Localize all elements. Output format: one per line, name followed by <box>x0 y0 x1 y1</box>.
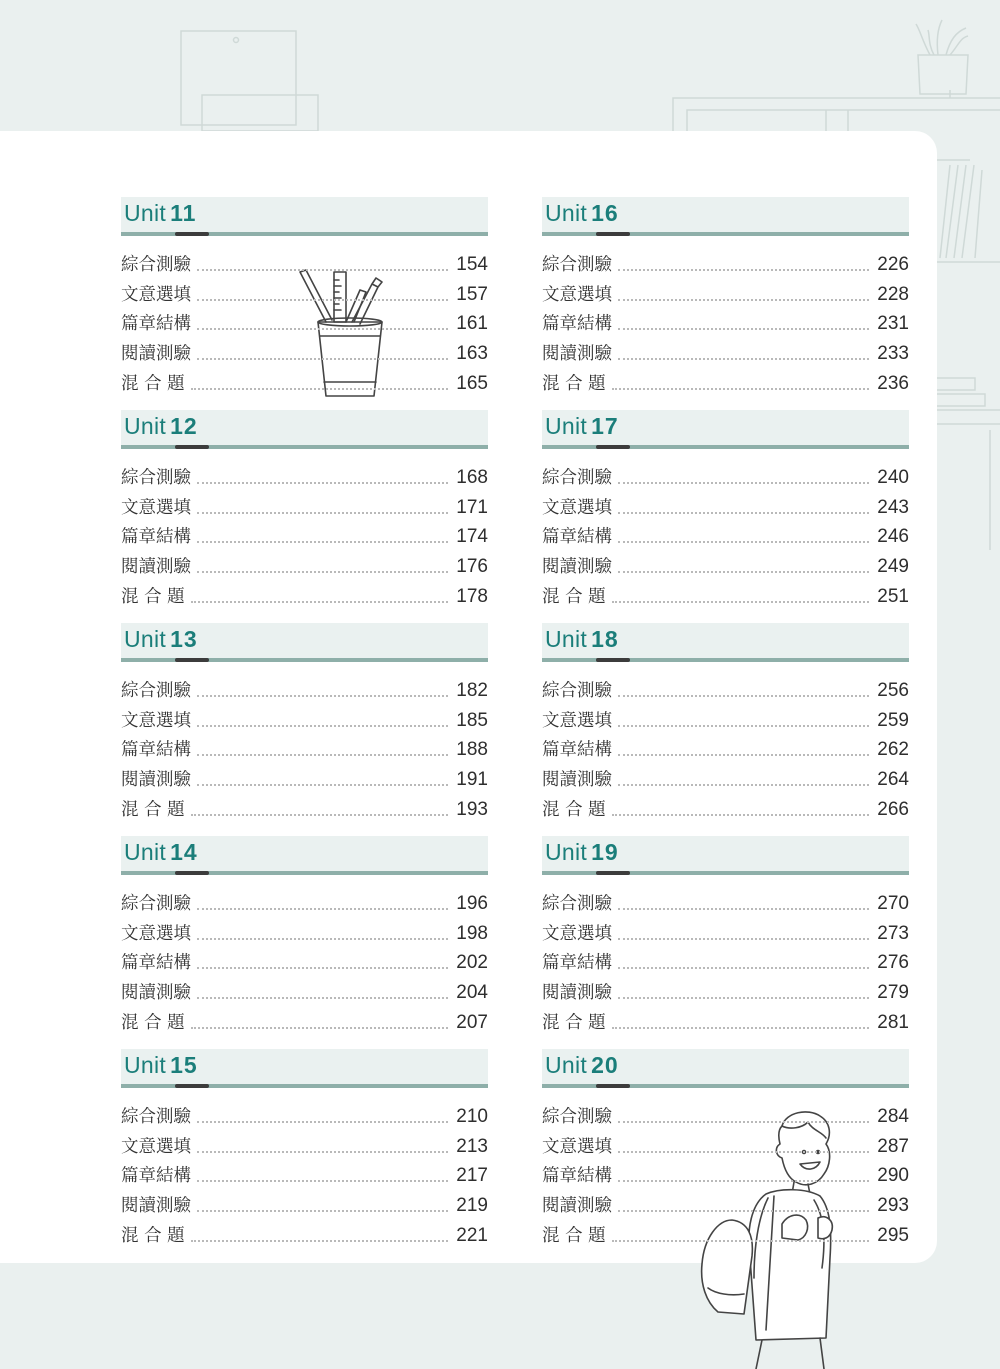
entry-label: 閱讀測驗 <box>542 1196 612 1217</box>
entry-label: 綜合測驗 <box>121 254 191 275</box>
entry-label: 篇章結構 <box>121 740 191 761</box>
toc-entry[interactable] <box>542 915 909 945</box>
unit-item-list <box>121 672 488 821</box>
toc-entry[interactable] <box>542 791 909 821</box>
toc-entry[interactable] <box>542 489 909 519</box>
unit-item-list <box>121 885 488 1034</box>
entry-page-number: 174 <box>456 526 488 548</box>
unit-title <box>124 413 198 440</box>
toc-entry[interactable] <box>542 335 909 365</box>
dot-leader <box>618 1121 869 1123</box>
unit-title <box>124 200 196 227</box>
entry-page-number: 262 <box>877 739 909 761</box>
entry-label: 篇章結構 <box>121 953 191 974</box>
entry-page-number: 202 <box>456 952 488 974</box>
dot-leader <box>618 541 869 543</box>
dot-leader <box>612 814 869 816</box>
dot-leader <box>197 1151 448 1153</box>
unit-title <box>545 839 619 866</box>
unit-title <box>124 626 198 653</box>
toc-entry[interactable] <box>121 489 488 519</box>
entry-label: 文意選填 <box>542 923 612 944</box>
toc-entry[interactable] <box>121 1128 488 1158</box>
entry-page-number: 281 <box>877 1011 909 1033</box>
entry-page-number: 236 <box>877 372 909 394</box>
toc-entry[interactable] <box>121 1217 488 1247</box>
dot-leader <box>618 695 869 697</box>
toc-entry[interactable] <box>542 306 909 336</box>
unit-item-list <box>542 1098 909 1247</box>
toc-entry[interactable] <box>121 945 488 975</box>
dot-leader <box>191 814 448 816</box>
dot-leader <box>197 358 448 360</box>
unit-heading <box>542 836 909 875</box>
entry-page-number: 207 <box>456 1011 488 1033</box>
toc-entry[interactable] <box>121 1158 488 1188</box>
entry-label: 文意選填 <box>121 923 191 944</box>
entry-page-number: 221 <box>456 1224 488 1246</box>
entry-label: 閱讀測驗 <box>121 344 191 365</box>
entry-page-number: 171 <box>456 496 488 518</box>
dot-leader <box>618 1180 869 1182</box>
entry-page-number: 193 <box>456 798 488 820</box>
toc-entry[interactable] <box>121 276 488 306</box>
unit-section <box>121 836 488 1049</box>
dot-leader <box>618 1210 869 1212</box>
dot-leader <box>197 967 448 969</box>
unit-section <box>121 623 488 836</box>
unit-heading <box>121 623 488 662</box>
dot-leader <box>618 482 869 484</box>
unit-number: 13 <box>170 626 198 652</box>
unit-number: 18 <box>591 626 619 652</box>
entry-label: 混 合 題 <box>121 373 185 394</box>
unit-word: Unit <box>545 626 588 652</box>
unit-section <box>121 197 488 410</box>
toc-entry[interactable] <box>542 732 909 762</box>
entry-page-number: 233 <box>877 343 909 365</box>
unit-word: Unit <box>545 413 588 439</box>
entry-page-number: 182 <box>456 679 488 701</box>
entry-page-number: 284 <box>877 1105 909 1127</box>
toc-entry[interactable] <box>542 702 909 732</box>
entry-page-number: 259 <box>877 709 909 731</box>
heading-marker <box>175 658 209 662</box>
entry-label: 文意選填 <box>542 710 612 731</box>
entry-page-number: 256 <box>877 679 909 701</box>
unit-section <box>542 1049 909 1262</box>
entry-label: 混 合 題 <box>121 586 185 607</box>
heading-marker <box>596 1084 630 1088</box>
toc-entry[interactable] <box>121 672 488 702</box>
toc-entry[interactable] <box>121 885 488 915</box>
dot-leader <box>618 571 869 573</box>
dot-leader <box>197 754 448 756</box>
toc-entry[interactable] <box>542 519 909 549</box>
unit-title <box>545 200 619 227</box>
toc-entry[interactable] <box>542 578 909 608</box>
entry-label: 文意選填 <box>121 284 191 305</box>
entry-page-number: 290 <box>877 1165 909 1187</box>
entry-label: 混 合 題 <box>121 1012 185 1033</box>
unit-number: 17 <box>591 413 619 439</box>
dot-leader <box>618 908 869 910</box>
unit-word: Unit <box>124 413 167 439</box>
unit-item-list <box>542 459 909 608</box>
entry-label: 閱讀測驗 <box>542 770 612 791</box>
dot-leader <box>618 784 869 786</box>
dot-leader <box>197 784 448 786</box>
unit-number: 12 <box>170 413 198 439</box>
entry-label: 綜合測驗 <box>542 254 612 275</box>
entry-label: 篇章結構 <box>121 1166 191 1187</box>
toc-entry[interactable] <box>121 915 488 945</box>
entry-page-number: 228 <box>877 283 909 305</box>
entry-label: 混 合 題 <box>542 1012 606 1033</box>
unit-section <box>542 197 909 410</box>
heading-marker <box>596 871 630 875</box>
entry-page-number: 188 <box>456 739 488 761</box>
dot-leader <box>618 299 869 301</box>
entry-label: 閱讀測驗 <box>542 557 612 578</box>
dot-leader <box>197 997 448 999</box>
entry-label: 閱讀測驗 <box>121 1196 191 1217</box>
dot-leader <box>197 938 448 940</box>
entry-label: 綜合測驗 <box>121 893 191 914</box>
dot-leader <box>197 482 448 484</box>
dot-leader <box>618 358 869 360</box>
dot-leader <box>612 1240 869 1242</box>
entry-page-number: 249 <box>877 556 909 578</box>
toc-entry[interactable] <box>121 761 488 791</box>
entry-page-number: 178 <box>456 585 488 607</box>
unit-title <box>545 413 619 440</box>
entry-label: 篇章結構 <box>542 1166 612 1187</box>
entry-label: 文意選填 <box>542 1136 612 1157</box>
entry-page-number: 157 <box>456 283 488 305</box>
dot-leader <box>191 601 448 603</box>
entry-page-number: 163 <box>456 343 488 365</box>
entry-page-number: 176 <box>456 556 488 578</box>
dot-leader <box>618 725 869 727</box>
entry-label: 閱讀測驗 <box>542 344 612 365</box>
toc-column-left <box>121 197 488 1262</box>
entry-page-number: 198 <box>456 922 488 944</box>
dot-leader <box>612 601 869 603</box>
dot-leader <box>191 1240 448 1242</box>
dot-leader <box>197 908 448 910</box>
entry-page-number: 270 <box>877 892 909 914</box>
entry-label: 閱讀測驗 <box>121 983 191 1004</box>
entry-page-number: 210 <box>456 1105 488 1127</box>
toc-entry[interactable] <box>121 702 488 732</box>
toc-entry[interactable] <box>542 672 909 702</box>
entry-label: 混 合 題 <box>542 1225 606 1246</box>
dot-leader <box>197 269 448 271</box>
entry-label: 混 合 題 <box>121 799 185 820</box>
unit-heading <box>542 623 909 662</box>
toc-entry[interactable] <box>542 945 909 975</box>
toc-entry[interactable] <box>121 365 488 395</box>
dot-leader <box>197 328 448 330</box>
heading-marker <box>175 232 209 236</box>
entry-label: 綜合測驗 <box>542 1106 612 1127</box>
toc-entry[interactable] <box>121 1004 488 1034</box>
unit-word: Unit <box>545 200 588 226</box>
toc-entry[interactable] <box>542 246 909 276</box>
entry-page-number: 204 <box>456 982 488 1004</box>
unit-heading <box>121 836 488 875</box>
entry-page-number: 191 <box>456 769 488 791</box>
dot-leader <box>197 725 448 727</box>
unit-heading <box>121 197 488 236</box>
entry-label: 文意選填 <box>121 1136 191 1157</box>
entry-page-number: 243 <box>877 496 909 518</box>
unit-item-list <box>121 1098 488 1247</box>
entry-label: 篇章結構 <box>121 314 191 335</box>
unit-number: 15 <box>170 1052 198 1078</box>
unit-heading <box>542 1049 909 1088</box>
entry-page-number: 219 <box>456 1195 488 1217</box>
entry-label: 篇章結構 <box>542 314 612 335</box>
entry-page-number: 287 <box>877 1135 909 1157</box>
entry-page-number: 226 <box>877 253 909 275</box>
toc-entry[interactable] <box>542 276 909 306</box>
toc-entry[interactable] <box>121 732 488 762</box>
unit-number: 19 <box>591 839 619 865</box>
heading-marker <box>596 445 630 449</box>
toc-entry[interactable] <box>121 578 488 608</box>
unit-item-list <box>542 672 909 821</box>
toc-entry[interactable] <box>121 548 488 578</box>
toc-entry[interactable] <box>542 1098 909 1128</box>
heading-marker <box>596 232 630 236</box>
unit-number: 11 <box>170 200 197 226</box>
dot-leader <box>197 571 448 573</box>
dot-leader <box>197 512 448 514</box>
toc-entry[interactable] <box>542 548 909 578</box>
entry-page-number: 279 <box>877 982 909 1004</box>
unit-section <box>542 623 909 836</box>
entry-page-number: 293 <box>877 1195 909 1217</box>
dot-leader <box>197 541 448 543</box>
entry-page-number: 217 <box>456 1165 488 1187</box>
unit-number: 14 <box>170 839 198 865</box>
dot-leader <box>618 997 869 999</box>
unit-word: Unit <box>124 626 167 652</box>
entry-page-number: 213 <box>456 1135 488 1157</box>
entry-page-number: 196 <box>456 892 488 914</box>
dot-leader <box>618 512 869 514</box>
entry-page-number: 168 <box>456 466 488 488</box>
entry-label: 綜合測驗 <box>121 1106 191 1127</box>
unit-heading <box>121 410 488 449</box>
toc-entry[interactable] <box>121 974 488 1004</box>
unit-section <box>542 836 909 1049</box>
dot-leader <box>197 1180 448 1182</box>
entry-page-number: 264 <box>877 769 909 791</box>
entry-label: 篇章結構 <box>542 953 612 974</box>
toc-entry[interactable] <box>121 246 488 276</box>
entry-label: 綜合測驗 <box>542 893 612 914</box>
toc-entry[interactable] <box>121 519 488 549</box>
dot-leader <box>612 1027 869 1029</box>
dot-leader <box>612 388 869 390</box>
dot-leader <box>618 328 869 330</box>
unit-word: Unit <box>545 839 588 865</box>
dot-leader <box>618 754 869 756</box>
dot-leader <box>618 1151 869 1153</box>
entry-label: 篇章結構 <box>121 527 191 548</box>
entry-label: 混 合 題 <box>542 373 606 394</box>
toc-entry[interactable] <box>542 761 909 791</box>
entry-label: 文意選填 <box>121 710 191 731</box>
dot-leader <box>197 299 448 301</box>
unit-word: Unit <box>124 200 167 226</box>
entry-label: 綜合測驗 <box>542 680 612 701</box>
unit-word: Unit <box>545 1052 588 1078</box>
toc-entry[interactable] <box>542 1217 909 1247</box>
entry-label: 混 合 題 <box>121 1225 185 1246</box>
entry-label: 綜合測驗 <box>542 467 612 488</box>
entry-label: 文意選填 <box>542 284 612 305</box>
entry-page-number: 276 <box>877 952 909 974</box>
entry-label: 文意選填 <box>121 497 191 518</box>
entry-page-number: 165 <box>456 372 488 394</box>
unit-number: 20 <box>591 1052 619 1078</box>
entry-label: 篇章結構 <box>542 527 612 548</box>
toc-entry[interactable] <box>542 459 909 489</box>
entry-page-number: 240 <box>877 466 909 488</box>
entry-label: 文意選填 <box>542 497 612 518</box>
toc-entry[interactable] <box>121 791 488 821</box>
entry-label: 混 合 題 <box>542 799 606 820</box>
toc-entry[interactable] <box>542 1158 909 1188</box>
toc-entry[interactable] <box>121 1098 488 1128</box>
unit-number: 16 <box>591 200 619 226</box>
toc-entry[interactable] <box>542 1128 909 1158</box>
dot-leader <box>197 695 448 697</box>
unit-heading <box>121 1049 488 1088</box>
entry-page-number: 266 <box>877 798 909 820</box>
entry-label: 綜合測驗 <box>121 467 191 488</box>
unit-heading <box>542 197 909 236</box>
unit-word: Unit <box>124 1052 167 1078</box>
dot-leader <box>197 1121 448 1123</box>
entry-page-number: 185 <box>456 709 488 731</box>
toc-entry[interactable] <box>542 974 909 1004</box>
dot-leader <box>618 967 869 969</box>
toc-column-right <box>542 197 909 1262</box>
unit-title <box>545 1052 619 1079</box>
dot-leader <box>191 388 448 390</box>
dot-leader <box>618 269 869 271</box>
unit-word: Unit <box>124 839 167 865</box>
entry-label: 混 合 題 <box>542 586 606 607</box>
entry-label: 綜合測驗 <box>121 680 191 701</box>
toc-entry[interactable] <box>542 365 909 395</box>
entry-page-number: 231 <box>877 313 909 335</box>
entry-page-number: 295 <box>877 1224 909 1246</box>
unit-section <box>121 410 488 623</box>
entry-page-number: 154 <box>456 253 488 275</box>
unit-title <box>124 1052 198 1079</box>
unit-item-list <box>121 246 488 395</box>
unit-item-list <box>121 459 488 608</box>
toc-entry[interactable] <box>542 1004 909 1034</box>
heading-marker <box>175 871 209 875</box>
unit-section <box>121 1049 488 1262</box>
entry-label: 篇章結構 <box>542 740 612 761</box>
dot-leader <box>191 1027 448 1029</box>
entry-page-number: 161 <box>456 313 488 335</box>
heading-marker <box>175 445 209 449</box>
entry-page-number: 273 <box>877 922 909 944</box>
unit-title <box>545 626 619 653</box>
toc-entry[interactable] <box>121 306 488 336</box>
toc-entry[interactable] <box>121 1187 488 1217</box>
entry-label: 閱讀測驗 <box>121 770 191 791</box>
toc-entry[interactable] <box>542 885 909 915</box>
toc-entry[interactable] <box>121 459 488 489</box>
entry-page-number: 246 <box>877 526 909 548</box>
dot-leader <box>618 938 869 940</box>
unit-item-list <box>542 885 909 1034</box>
unit-section <box>542 410 909 623</box>
entry-label: 閱讀測驗 <box>121 557 191 578</box>
toc-entry[interactable] <box>542 1187 909 1217</box>
unit-title <box>124 839 198 866</box>
dot-leader <box>197 1210 448 1212</box>
toc-entry[interactable] <box>121 335 488 365</box>
heading-marker <box>596 658 630 662</box>
heading-marker <box>175 1084 209 1088</box>
entry-page-number: 251 <box>877 585 909 607</box>
unit-item-list <box>542 246 909 395</box>
entry-label: 閱讀測驗 <box>542 983 612 1004</box>
unit-heading <box>542 410 909 449</box>
